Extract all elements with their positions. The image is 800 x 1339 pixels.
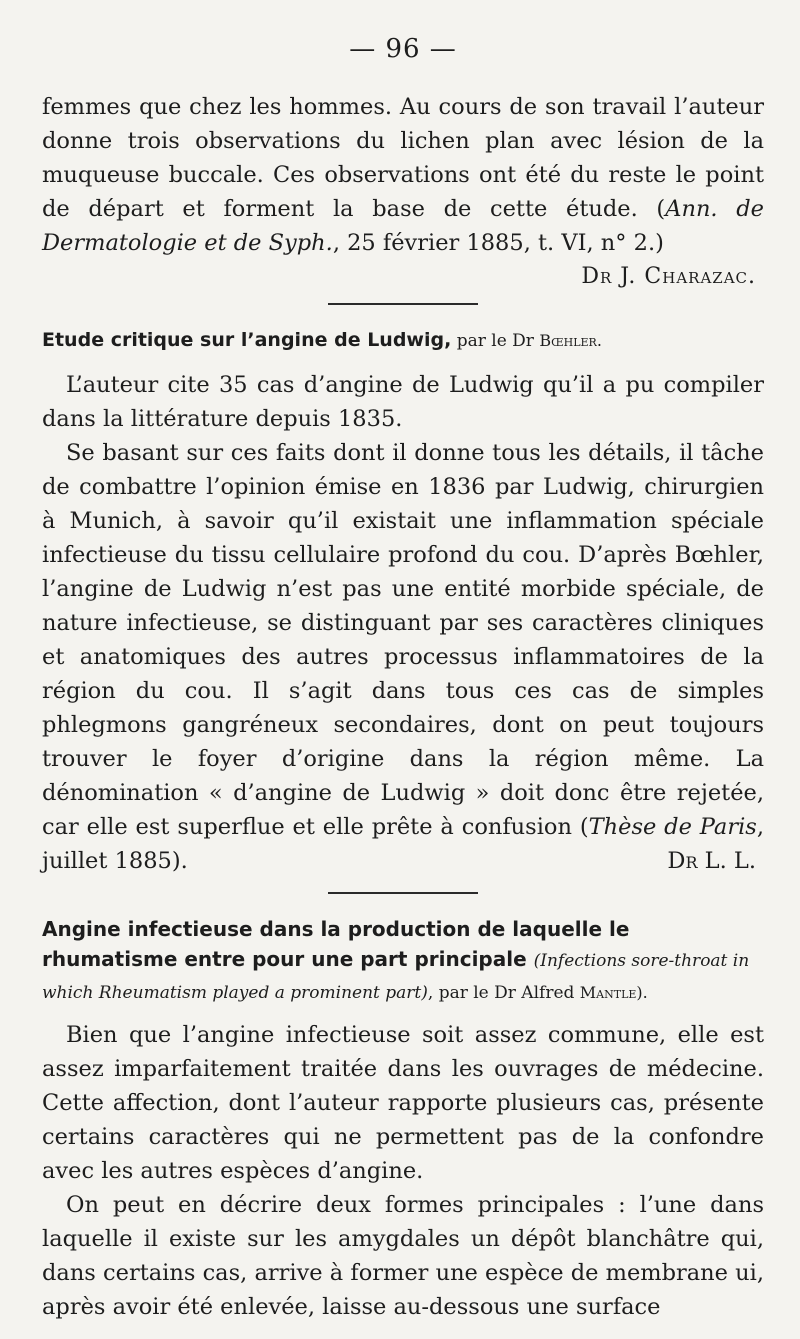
- section1-signature: Dr J. Charazac.: [581, 264, 756, 289]
- section2-signature: Dr L. L.: [667, 848, 756, 874]
- section-divider: [328, 303, 478, 305]
- section2-ref-rest: , juillet 1885).: [42, 814, 764, 874]
- section2-paragraph-1: L’auteur cite 35 cas d’angine de Ludwig qu’il a pu compiler dans la littérature depuis 1835.: [42, 372, 764, 432]
- section2-heading: [42, 325, 764, 356]
- section3-heading-title: Angine infectieuse dans la production de laquelle le rhumatisme entre pour une part principale: [42, 917, 630, 971]
- section3-heading-author: Mantle).: [579, 983, 648, 1002]
- section2-paragraph-2-text: Se basant sur ces faits dont il donne tous les détails, il tâche de combattre l’opinion émise en 1836 par Ludwig, chirurgien à Munich, à savoir qu’il existait une inflammation spéciale infectieuse du tissu cellulaire profond du cou. D’après Bœhler, l’angine de Ludwig n’est pas une entité morbide spéciale, de nature infectieuse, se distinguant par ses caractères cliniques et anatomiques des autres processus inflammatoires de la région du cou. Il s’agit dans tous ces cas de simples phlegmons gangréneux secondaires, dont on peut toujours trouver le foyer d’origine dans la région même. La dénomination « d’angine de Ludwig » doit donc être rejetée, car elle est superflue et elle prête à confusion (: [42, 440, 764, 840]
- section3-paragraph-2: On peut en décrire deux formes principales : l’une dans laquelle il existe sur les amygdales un dépôt blanchâtre qui, dans certains cas, arrive à former une espèce de membrane ui, après avoir été enlevée, laisse au-dessous une surface: [42, 1192, 764, 1320]
- section3-heading: [42, 914, 764, 1008]
- section3-heading-english-title: (Infections sore-throat in which Rheumatism played a prominent part): [42, 951, 750, 1003]
- page-number: — 96 —: [349, 34, 457, 64]
- section1-text: femmes que chez les hommes. Au cours de son travail l’auteur donne trois observations du lichen plan avec lésion de la muqueuse buccale. Ces observations ont été du reste le point de départ et forment la base de cette étude. (: [42, 94, 764, 222]
- section2-heading-title: Etude critique sur l’angine de Ludwig,: [42, 329, 452, 351]
- section2-heading-byline: par le Dr: [451, 331, 540, 351]
- section3-paragraph-1: Bien que l’angine infectieuse soit assez commune, elle est assez imparfaitement traitée dans les ouvrages de médecine. Cette affection, dont l’auteur rapporte plusieurs cas, présente certains caractères qui ne permettent pas de la confondre avec les autres espèces d’angine.: [42, 1022, 764, 1184]
- section1-ref-title: Ann. de Dermatologie et de Syph.: [42, 196, 764, 256]
- section1-paragraph: [42, 90, 764, 260]
- section1-ref-rest: , 25 février 1885, t. VI, n° 2.): [332, 230, 664, 256]
- section2-paragraph-2: [42, 436, 764, 878]
- section-divider-2: [328, 892, 478, 894]
- section2-ref-title: Thèse de Paris: [588, 814, 757, 840]
- section2-heading-author: Bœhler.: [539, 331, 602, 350]
- section3-heading-byline: , par le Dr Alfred: [427, 983, 580, 1003]
